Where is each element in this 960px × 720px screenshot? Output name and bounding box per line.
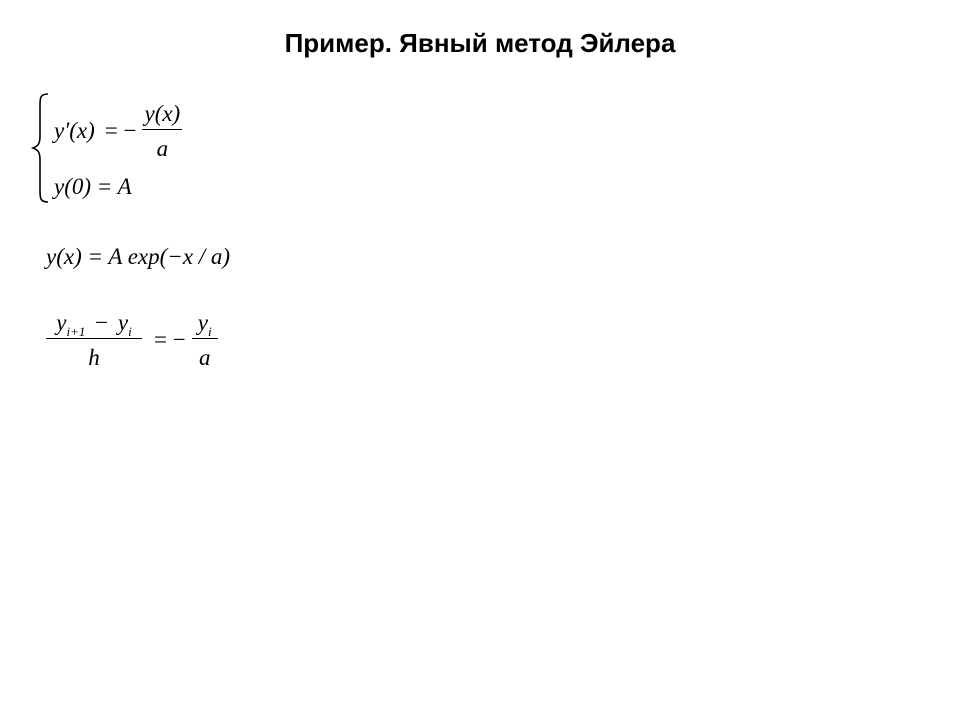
eq1-fraction bbox=[142, 101, 182, 162]
scheme-sub-current: i bbox=[128, 323, 132, 339]
scheme-rhs-numerator bbox=[192, 310, 218, 338]
scheme-lhs-numerator bbox=[46, 310, 142, 338]
scheme-minus: − bbox=[95, 309, 109, 335]
eq1-numerator: y(x) bbox=[144, 100, 181, 126]
system-brace bbox=[30, 92, 52, 204]
difference-scheme bbox=[46, 308, 218, 372]
eq1-denominator: a bbox=[156, 135, 169, 161]
scheme-operator: = − bbox=[154, 327, 186, 352]
scheme-rhs-y: y bbox=[197, 309, 208, 335]
scheme-rhs-denominator: a bbox=[198, 344, 211, 370]
eq1-operator: = − bbox=[104, 118, 137, 143]
scheme-lhs-denominator: h bbox=[88, 344, 100, 370]
scheme-y-current: y bbox=[117, 309, 129, 335]
scheme-lhs-fraction bbox=[46, 310, 142, 371]
scheme-rhs-fraction bbox=[192, 310, 218, 371]
scheme-y-next: y bbox=[56, 309, 67, 335]
page-title: Пример. Явный метод Эйлера bbox=[284, 28, 676, 58]
system-equation-2: y(0) = A bbox=[54, 174, 132, 199]
system-equation-1 bbox=[54, 100, 182, 162]
analytical-solution: y(x) = A exp(−x / a) bbox=[46, 244, 231, 269]
eq1-lhs: y′(x) bbox=[54, 118, 95, 143]
scheme-rhs-sub: i bbox=[208, 323, 212, 339]
scheme-sub-next: i+1 bbox=[66, 323, 86, 339]
